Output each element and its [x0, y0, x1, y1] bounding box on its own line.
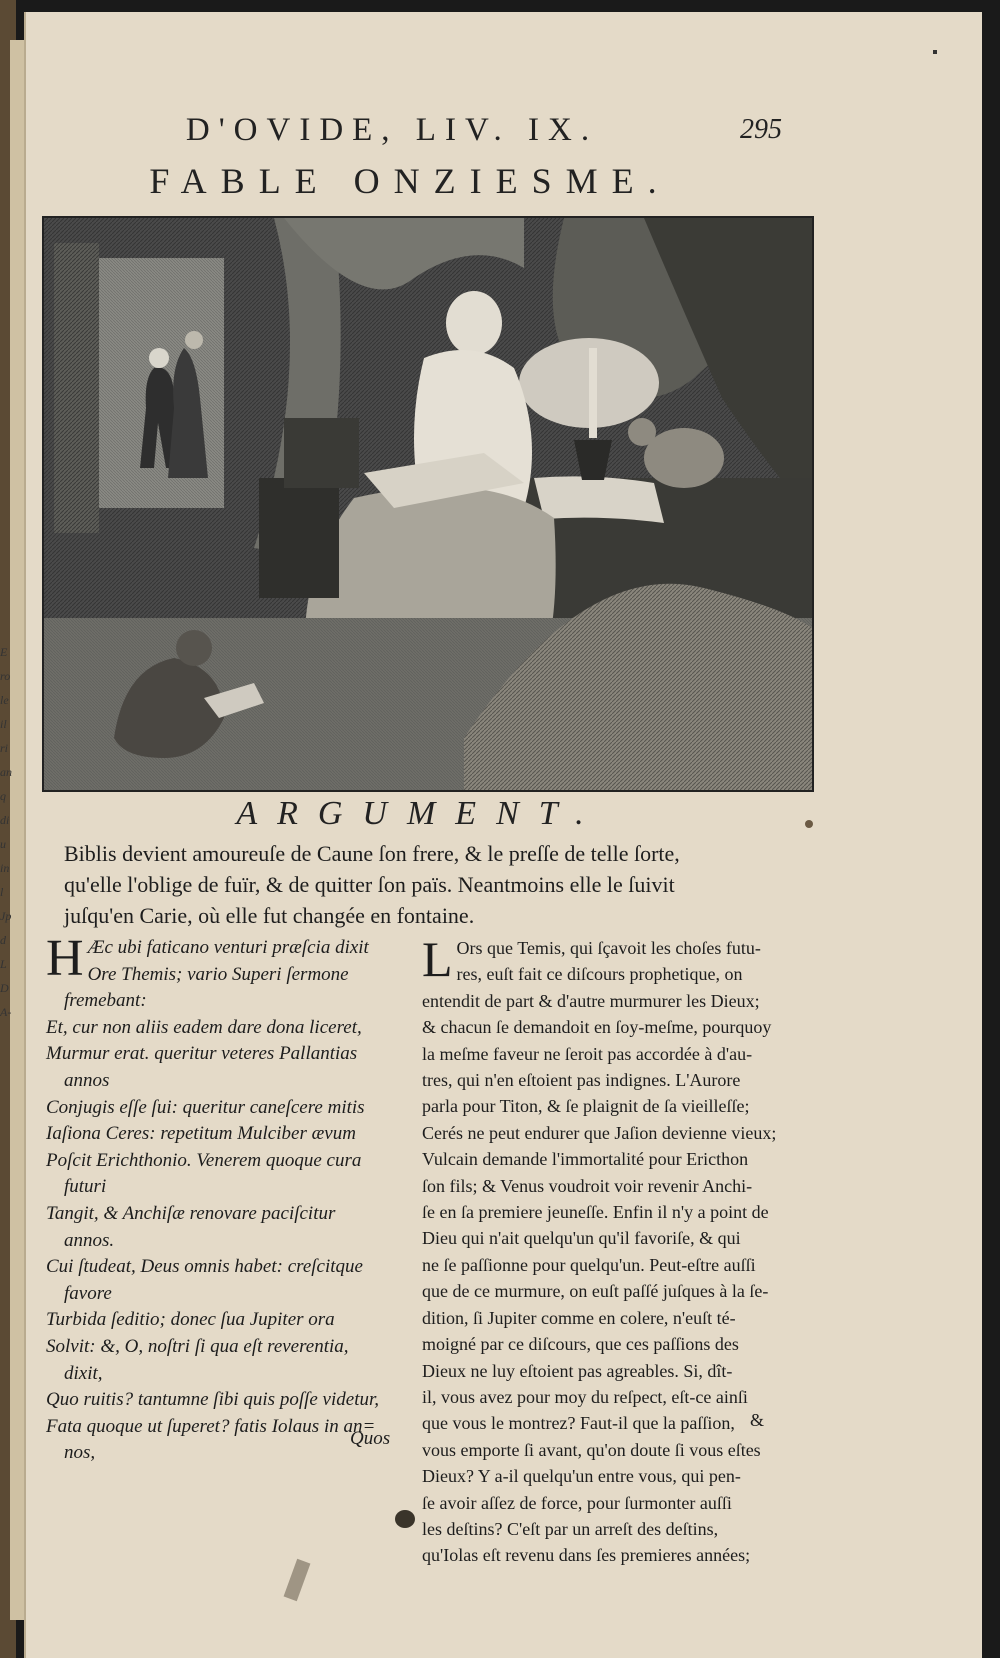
french-line: dition, ſi Jupiter comme en colere, n'euſt té- — [422, 1307, 736, 1328]
latin-line: Conjugis eſſe ſui: queritur caneſcere mitis — [46, 1096, 365, 1118]
french-line: Cerés ne peut endurer que Jaſion devienne vieux; — [422, 1122, 777, 1143]
margin-fragment: le — [0, 693, 9, 707]
french-line: Dieux? Y a-il quelqu'un entre vous, qui pen- — [422, 1466, 741, 1487]
margin-fragment: in — [0, 861, 10, 875]
argument-line: qu'elle l'oblige de fuïr, & de quitter ſon païs. Neantmoins elle le ſuivit — [64, 872, 675, 897]
engraving-illustration — [44, 218, 812, 790]
french-line: entendit de part & d'autre murmurer les Dieux; — [422, 990, 760, 1011]
french-prose-column — [422, 931, 778, 1569]
latin-line: Et, cur non aliis eadem dare dona liceret, — [46, 1016, 362, 1038]
latin-line: Iaſiona Ceres: repetitum Mulciber ævum — [46, 1123, 356, 1145]
french-line: que vous le montrez? Faut-il que la paſſion, — [422, 1413, 735, 1434]
margin-fragment: an — [0, 765, 12, 779]
french-line: ſe en ſa premiere jeuneſſe. Enfin il n'y a point de — [422, 1202, 769, 1223]
margin-fragment: l — [0, 885, 4, 899]
ink-stain — [395, 1510, 415, 1528]
page-number: 295 — [740, 114, 782, 145]
french-line: ne ſe paſſionne pour quelqu'un. Peut-eſtre auſſi — [422, 1254, 756, 1275]
latin-line: dixit, — [64, 1362, 103, 1384]
latin-drop-cap: H — [46, 930, 84, 987]
latin-line: futuri — [64, 1176, 107, 1198]
latin-line: Æc ubi faticano venturi præſcia dixit — [87, 937, 369, 958]
french-line: vous emporte ſi avant, qu'on doute ſi vous eſtes — [422, 1439, 761, 1460]
engraving-plate — [42, 216, 814, 792]
french-catchword: & — [750, 1410, 765, 1430]
margin-fragment: D — [0, 981, 9, 995]
french-line: Vulcain demande l'immortalité pour Ericthon — [422, 1149, 749, 1170]
margin-fragment: L — [0, 957, 7, 971]
french-line: Ors que Temis, qui ſçavoit les choſes futu- — [456, 938, 761, 958]
argument-line: Biblis devient amoureuſe de Caune ſon frere, & le preſſe de telle ſorte, — [64, 841, 680, 866]
facing-page-margin — [0, 640, 14, 1024]
latin-line: Fata quoque ut ſuperet? fatis Iolaus in an= — [46, 1415, 376, 1437]
argument-line: juſqu'en Carie, où elle fut changée en fontaine. — [64, 903, 475, 928]
argument-text — [64, 838, 794, 931]
french-drop-cap: L — [422, 931, 453, 987]
latin-line: Turbida ſeditio; donec ſua Jupiter ora — [46, 1309, 335, 1331]
latin-catchword: Quos — [350, 1428, 391, 1449]
french-line: tres, qui n'en eſtoient pas indignes. L'Aurore — [422, 1070, 741, 1091]
margin-fragment: q — [0, 789, 6, 803]
french-line: Dieux ne luy eſtoient pas agreables. Si, dît- — [422, 1360, 733, 1381]
french-line: il, vous avez pour moy du reſpect, eſt-ce ainſi — [422, 1386, 748, 1407]
french-line: parla pour Titon, & ſe plaignit de ſa vieilleſſe; — [422, 1096, 750, 1117]
margin-fragment: ro — [0, 669, 11, 683]
latin-line: Murmur erat. queritur veteres Pallantias — [46, 1043, 358, 1065]
margin-fragment: il — [0, 717, 7, 731]
latin-line: Quo ruitis? tantumne ſibi quis poſſe videtur, — [46, 1389, 380, 1411]
latin-line: fremebant: — [64, 990, 147, 1012]
latin-line: Ore Themis; vario Superi ſermone — [87, 963, 349, 985]
page-speck — [933, 50, 937, 54]
ink-speck — [805, 820, 813, 828]
margin-fragment: u — [0, 837, 6, 851]
latin-verse-column — [46, 930, 421, 1467]
french-line: la meſme faveur ne ſeroit pas accordée à d'au- — [422, 1043, 753, 1064]
latin-line: annos — [64, 1069, 110, 1091]
margin-fragment: A- — [0, 1005, 12, 1019]
french-line: les deſtins? C'eſt par un arreſt des deſtins, — [422, 1518, 719, 1539]
margin-fragment: E — [0, 645, 8, 659]
argument-title: ARGUMENT. — [236, 795, 604, 832]
latin-line: Cui ſtudeat, Deus omnis habet: creſcitque — [46, 1256, 363, 1278]
french-line: & chacun ſe demandoit en ſoy-meſme, pourquoy — [422, 1017, 772, 1038]
fable-title: FABLE ONZIESME. — [149, 161, 671, 201]
latin-line: Tangit, & Anchiſæ renovare paciſcitur — [46, 1202, 336, 1224]
french-line: moigné par ce diſcours, que ces paſſions des — [422, 1334, 739, 1355]
french-line: Dieu qui n'ait quelqu'un qu'il favoriſe, & qui — [422, 1228, 741, 1249]
french-line: que de ce murmure, on euſt paſſé juſques à la ſe- — [422, 1281, 769, 1302]
running-title: D'OVIDE, LIV. IX. — [185, 112, 599, 148]
french-line: ſe avoir aſſez de force, pour ſurmonter auſſi — [422, 1492, 732, 1513]
french-line: ſon fils; & Venus voudroit voir revenir Anchi- — [422, 1175, 753, 1196]
french-line: res, euſt fait ce diſcours prophetique, on — [456, 964, 743, 985]
latin-line: annos. — [64, 1229, 115, 1251]
latin-line: favore — [64, 1282, 112, 1304]
latin-line: nos, — [64, 1442, 96, 1464]
margin-fragment: ri — [0, 741, 9, 755]
margin-fragment: d — [0, 933, 6, 947]
margin-fragment: Jp — [0, 909, 12, 923]
french-line: qu'Iolas eſt revenu dans ſes premieres années; — [422, 1545, 751, 1566]
latin-line: Poſcit Erichthonio. Venerem quoque cura — [46, 1149, 362, 1171]
latin-line: Solvit: &, O, noſtri ſi qua eſt reverentia, — [46, 1335, 349, 1357]
margin-fragment: di — [0, 813, 10, 827]
